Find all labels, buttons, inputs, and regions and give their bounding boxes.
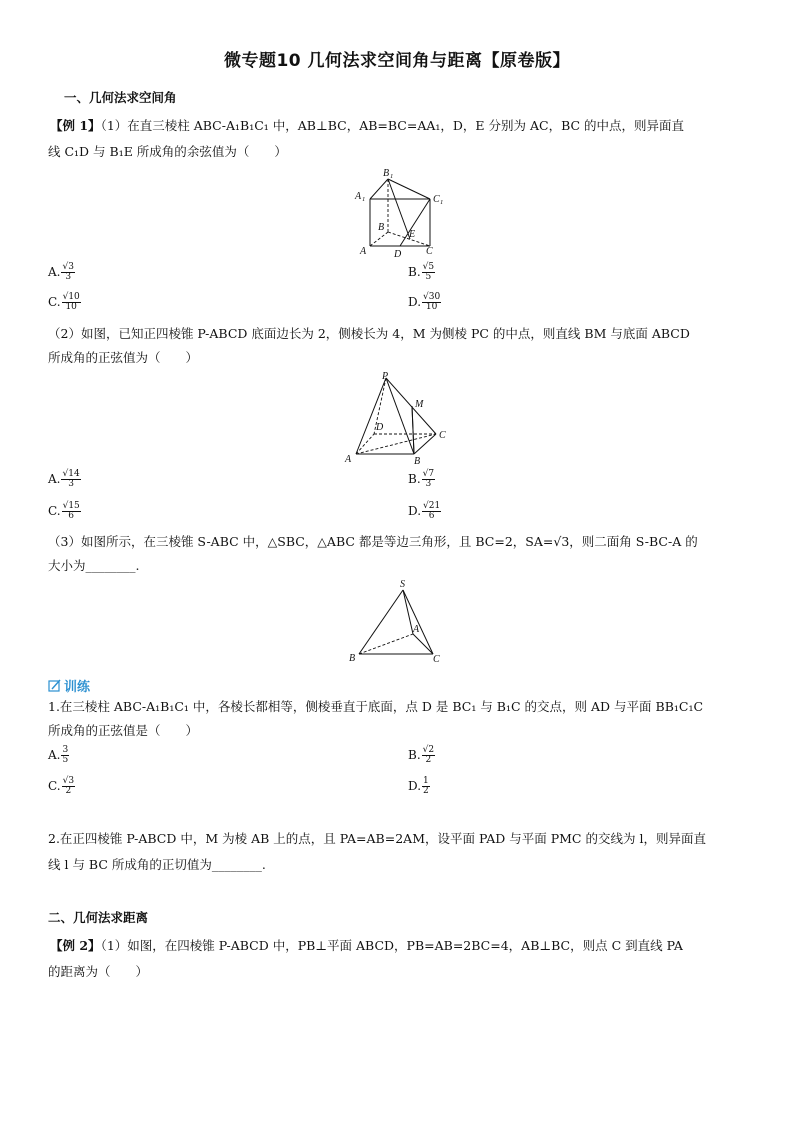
training1-line2: 所成角的正弦值是（ ） <box>48 723 199 738</box>
label-a1: A <box>355 191 362 202</box>
label-e: E <box>409 229 416 240</box>
example1-q1-text: （1）在直三棱柱 ABC-A₁B₁C₁ 中，AB⊥BC，AB=BC=AA₁，D，E 分别为 AC，BC 的中点，则异面直 <box>100 118 685 133</box>
t1-option-c[interactable]: C. $\frac{√3}{2}$ <box>48 776 75 796</box>
edge-pc <box>386 378 436 434</box>
q1-option-a[interactable]: A. $\frac{√3}{3}$ <box>48 262 74 282</box>
training-label: 训练 <box>64 680 91 695</box>
page-title: 微专题10 几何法求空间角与距离【原卷版】 <box>223 51 571 71</box>
example1-q2-line2: 所成角的正弦值为（ ） <box>48 350 199 365</box>
edge-sc <box>403 590 433 654</box>
label-d: D <box>376 422 384 433</box>
edge-pa <box>356 378 386 454</box>
label-c1-sub: 1 <box>440 199 444 206</box>
prism-figure <box>350 166 450 260</box>
example1-q3-line1: （3）如图所示，在三棱锥 S-ABC 中，△SBC，△ABC 都是等边三角形，且 BC=2，SA=√3，则二面角 S-BC-A 的 <box>48 534 698 549</box>
label-a: A <box>360 246 367 257</box>
tetrahedron-figure <box>345 576 445 666</box>
label-b1: B <box>383 168 390 179</box>
label-m: M <box>415 399 424 410</box>
example1-q2-line1: （2）如图，已知正四棱锥 P-ABCD 底面边长为 2，侧棱长为 4，M 为侧棱 PC 的中点，则直线 BM 与底面 ABCD <box>48 326 690 341</box>
edge-ac <box>413 634 433 654</box>
label-c: C <box>426 246 433 257</box>
example2-line2: 的距离为（ ） <box>48 964 149 979</box>
edge-sb <box>359 590 403 654</box>
q1-option-b[interactable]: B. $\frac{√5}{5}$ <box>408 262 435 282</box>
label-b: B <box>378 222 385 233</box>
example1-q1-line2: 线 C₁D 与 B₁E 所成角的余弦值为（ ） <box>48 144 287 159</box>
training2-line2: 线 l 与 BC 所成角的正切值为________. <box>48 857 266 872</box>
example1-label: 【例 1】 <box>50 118 101 133</box>
example1-q3-line2: 大小为________. <box>48 558 140 573</box>
label-a: A <box>413 624 420 635</box>
q2-option-b[interactable]: B. $\frac{√7}{3}$ <box>408 469 435 489</box>
section-heading-distance: 二、几何法求距离 <box>48 910 149 925</box>
training2-line1: 2.在正四棱锥 P-ABCD 中，M 为棱 AB 上的点，且 PA=AB=2AM，设平面 PAD 与平面 PMC 的交线为 l，则异面直 <box>48 831 706 846</box>
example2-label: 【例 2】 <box>50 938 101 953</box>
edge-ab-hidden <box>370 232 388 246</box>
label-a: A <box>345 454 352 465</box>
label-b: B <box>349 653 356 664</box>
edge-ad-hidden <box>356 434 374 454</box>
label-b1-sub: 1 <box>390 173 394 180</box>
q2-option-c[interactable]: C. $\frac{√15}{6}$ <box>48 501 80 521</box>
segment-mb <box>412 406 414 454</box>
pyramid-figure <box>338 370 458 466</box>
t1-option-b[interactable]: B. $\frac{√2}{2}$ <box>408 745 435 765</box>
label-c: C <box>439 430 446 441</box>
label-b: B <box>414 456 421 466</box>
t1-option-d[interactable]: D. $\frac{1}{2}$ <box>408 776 429 796</box>
label-c: C <box>433 654 440 665</box>
training1-line1: 1.在三棱柱 ABC-A₁B₁C₁ 中，各棱长都相等，侧棱垂直于底面，点 D 是 BC₁ 与 B₁C 的交点，则 AD 与平面 BB₁C₁C <box>48 699 704 714</box>
label-s: S <box>400 579 405 590</box>
edge-sa <box>403 590 413 634</box>
edge-a1b1 <box>370 179 388 199</box>
q2-option-d[interactable]: D. $\frac{√21}{6}$ <box>408 501 441 521</box>
q2-option-a[interactable]: A. $\frac{√14}{3}$ <box>48 469 80 489</box>
section-heading-angles: 一、几何法求空间角 <box>64 90 177 105</box>
label-c1: C <box>433 194 440 205</box>
pencil-icon <box>48 679 61 692</box>
example1-q1-line1 <box>50 117 684 135</box>
diag-ac-hidden <box>356 434 436 454</box>
label-d: D <box>394 249 402 260</box>
q1-option-c[interactable]: C. $\frac{√10}{10}$ <box>48 292 80 312</box>
label-p: P <box>382 371 389 382</box>
edge-ba-hidden <box>359 634 413 654</box>
example2-line1 <box>50 937 683 955</box>
t1-option-a[interactable]: A. $\frac{3}{5}$ <box>48 745 69 765</box>
training-heading <box>48 676 90 695</box>
label-a1-sub: 1 <box>362 196 366 203</box>
example2-text: （1）如图，在四棱锥 P-ABCD 中，PB⊥平面 ABCD，PB=AB=2BC=4，AB⊥BC，则点 C 到直线 PA <box>100 938 683 953</box>
q1-option-d[interactable]: D. $\frac{√30}{10}$ <box>408 292 441 312</box>
